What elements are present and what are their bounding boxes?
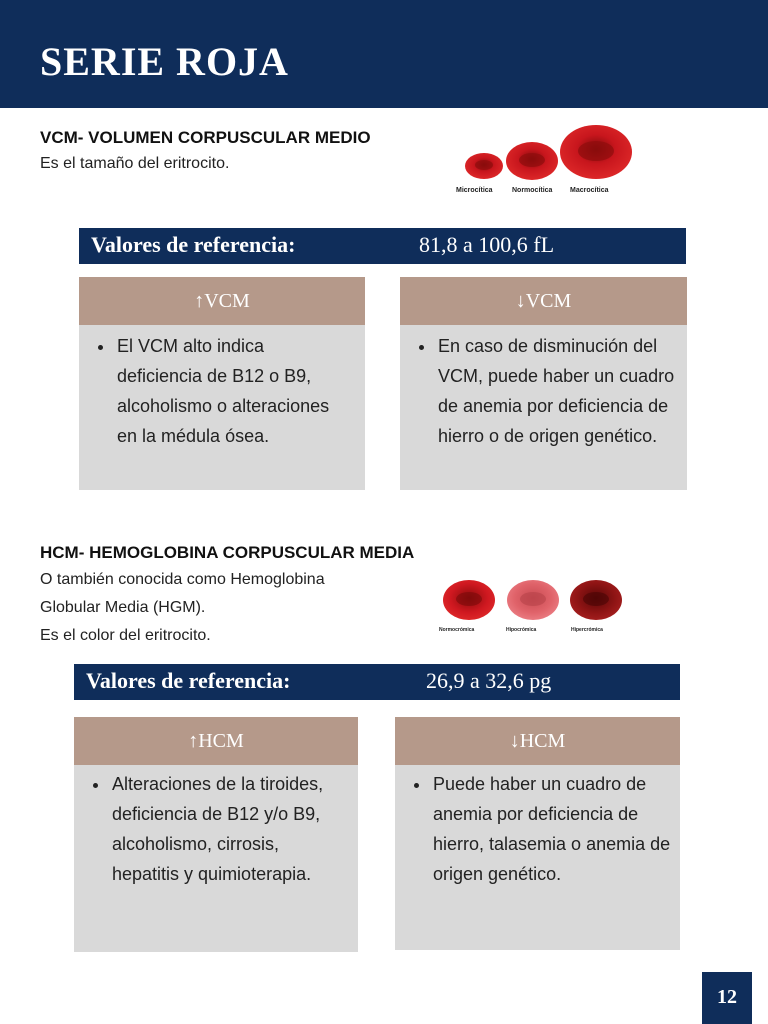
hcm-low-heading: ↓HCM — [395, 717, 680, 765]
hcm-description-line-1: O también conocida como Hemoglobina — [40, 571, 325, 588]
vcm-description: Es el tamaño del eritrocito. — [40, 155, 230, 172]
hcm-reference-bar — [74, 664, 680, 700]
cell-label-microcytic: Microcítica — [456, 187, 493, 194]
erythrocyte-color-illustration — [438, 572, 628, 628]
hcm-low-box — [395, 717, 680, 950]
vcm-ref-label: Valores de referencia: — [91, 232, 296, 257]
cell-label-macrocytic: Macrocítica — [570, 187, 609, 194]
vcm-title: VCM- VOLUMEN CORPUSCULAR MEDIO — [40, 128, 371, 147]
vcm-high-heading: ↑VCM — [79, 277, 365, 325]
hcm-high-box — [74, 717, 358, 952]
hcm-ref-value: 26,9 a 32,6 pg — [426, 668, 552, 693]
hcm-description-line-2: Globular Media (HGM). — [40, 599, 206, 616]
hcm-ref-label: Valores de referencia: — [86, 668, 291, 693]
cell-label-hypochromic: Hipocrómica — [506, 627, 537, 633]
vcm-high-text: • El VCM alto indica deficiencia de B12 o B9, alcoholismo o alteraciones en la médula ósea. — [115, 331, 353, 451]
vcm-ref-value: 81,8 a 100,6 fL — [419, 232, 555, 257]
vcm-reference-bar — [79, 228, 686, 264]
page-title: SERIE ROJA — [40, 39, 289, 84]
vcm-high-box — [79, 277, 365, 490]
vcm-low-box — [400, 277, 687, 490]
cell-label-normochromic: Normocrómica — [439, 627, 475, 633]
page-number: 12 — [702, 972, 752, 1024]
vcm-low-heading: ↓VCM — [400, 277, 687, 325]
vcm-low-text: • En caso de disminución del VCM, puede haber un cuadro de anemia por deficiencia de hierro o de origen genético. — [436, 331, 677, 451]
hcm-low-text: • Puede haber un cuadro de anemia por deficiencia de hierro, talasemia o anemia de origen genético. — [431, 769, 672, 889]
cell-label-hyperchromic: Hipercrómica — [571, 627, 603, 633]
hcm-title: HCM- HEMOGLOBINA CORPUSCULAR MEDIA — [40, 543, 415, 562]
page-header — [0, 0, 768, 108]
hcm-high-text: • Alteraciones de la tiroides, deficiencia de B12 y/o B9, alcoholismo, cirrosis, hepatitis y quimioterapia. — [110, 769, 334, 889]
hcm-high-heading: ↑HCM — [74, 717, 358, 765]
cell-label-normocytic: Normocítica — [512, 187, 553, 194]
hcm-description-line-3: Es el color del eritrocito. — [40, 627, 211, 644]
